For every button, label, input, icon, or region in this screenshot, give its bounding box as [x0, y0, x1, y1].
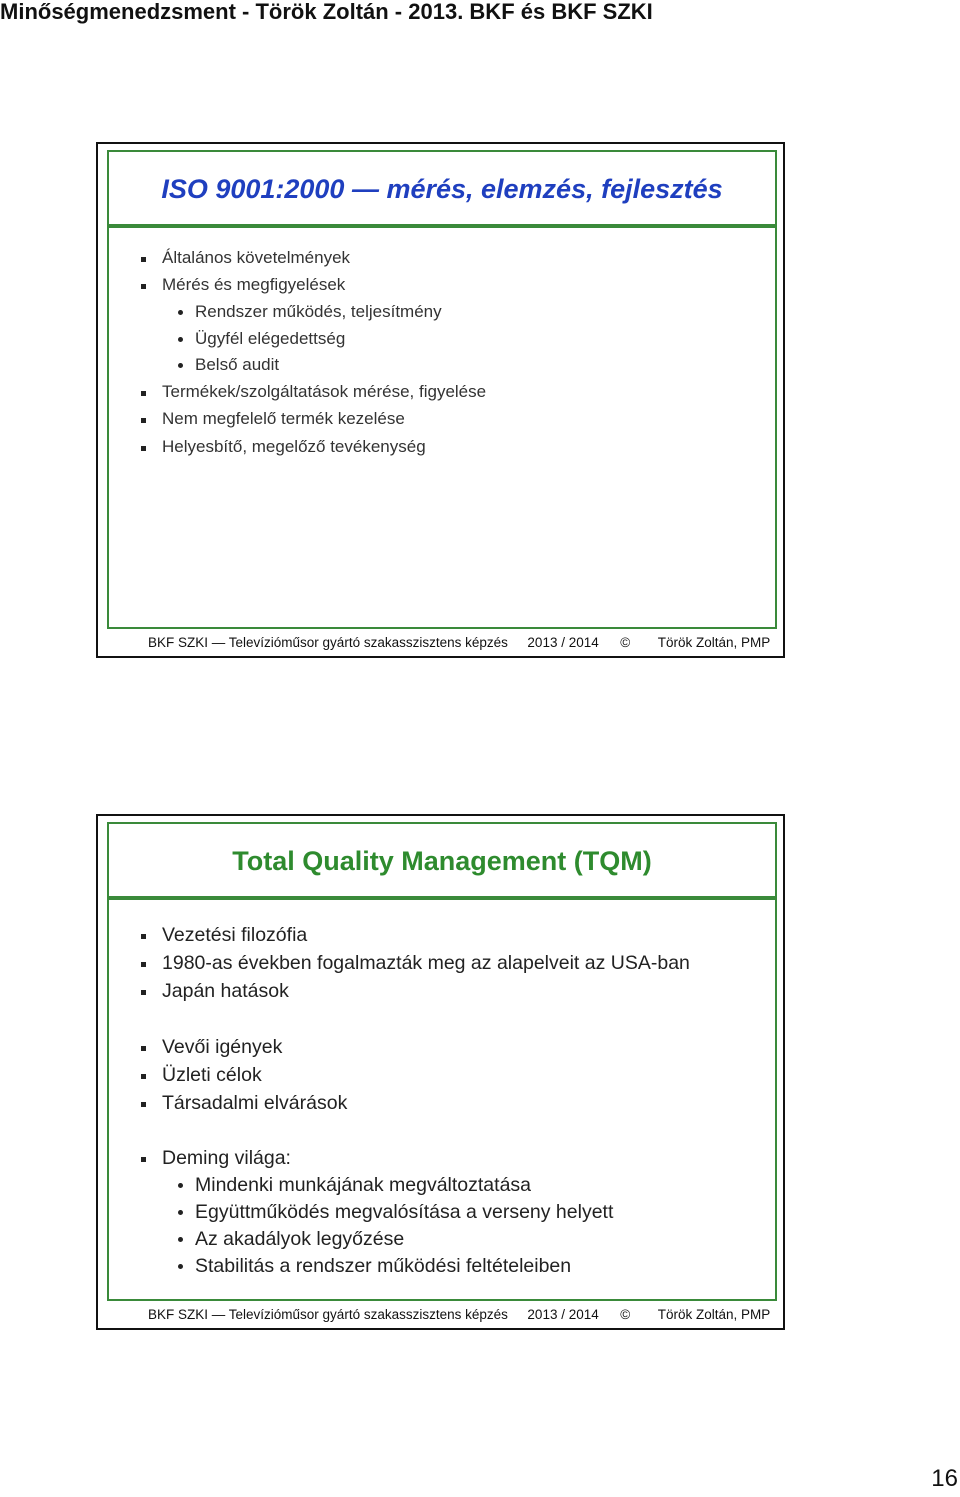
list-item: Vezetési filozófia: [141, 924, 690, 952]
dot-bullet-icon: [178, 1264, 183, 1269]
square-bullet-icon: [141, 418, 146, 423]
slide-frame: [107, 822, 777, 1301]
dot-bullet-icon: [178, 310, 183, 315]
list-item: Termékek/szolgáltatások mérése, figyelése: [141, 382, 486, 409]
dot-bullet-icon: [178, 1210, 183, 1215]
bullet-list: [141, 924, 690, 1282]
slide-title: Total Quality Management (TQM): [232, 846, 652, 876]
square-bullet-icon: [141, 962, 146, 967]
page-number: 16: [931, 1465, 958, 1492]
list-item: Üzleti célok: [141, 1064, 690, 1092]
title-divider: [109, 224, 775, 228]
list-item: Mindenki munkájának megváltoztatása: [141, 1174, 690, 1201]
footer-author: Török Zoltán, PMP: [657, 1307, 771, 1322]
square-bullet-icon: [141, 391, 146, 396]
list-item: Vevői igények: [141, 1036, 690, 1064]
list-item: Nem megfelelő termék kezelése: [141, 409, 486, 437]
list-item: Az akadályok legyőzése: [141, 1228, 690, 1255]
slide-title: ISO 9001:2000 — mérés, elemzés, fejlesztés: [161, 174, 723, 204]
slide-tqm: [96, 814, 785, 1330]
list-item: 1980-as években fogalmazták meg az alapelveit az USA-ban: [141, 952, 690, 980]
list-item: Együttműködés megvalósítása a verseny helyett: [141, 1201, 690, 1228]
slide-iso-9001: [96, 142, 785, 658]
list-item: Belső audit: [141, 355, 486, 382]
square-bullet-icon: [141, 284, 146, 289]
square-bullet-icon: [141, 1157, 146, 1162]
list-item: Mérés és megfigyelések: [141, 275, 486, 302]
dot-bullet-icon: [178, 363, 183, 368]
dot-bullet-icon: [178, 1237, 183, 1242]
list-item: Deming világa:: [141, 1147, 690, 1174]
dot-bullet-icon: [178, 1183, 183, 1188]
footer-year: 2013 / 2014: [527, 635, 599, 650]
list-item: Japán hatások: [141, 980, 690, 1036]
footer-year: 2013 / 2014: [527, 1307, 599, 1322]
copyright-icon: ©: [620, 1307, 631, 1322]
list-item: Helyesbítő, megelőző tevékenység: [141, 437, 486, 464]
square-bullet-icon: [141, 257, 146, 262]
slide-frame: [107, 150, 777, 629]
list-item: Ügyfél elégedettség: [141, 329, 486, 355]
slide-footer: [148, 635, 770, 650]
list-item: Rendszer működés, teljesítmény: [141, 302, 486, 329]
footer-author: Török Zoltán, PMP: [657, 635, 771, 650]
page-header: Minőségmenedzsment - Török Zoltán - 2013. BKF és BKF SZKI: [0, 0, 653, 24]
square-bullet-icon: [141, 990, 146, 995]
copyright-icon: ©: [620, 635, 631, 650]
title-divider: [109, 896, 775, 900]
square-bullet-icon: [141, 1102, 146, 1107]
square-bullet-icon: [141, 1046, 146, 1051]
footer-org: BKF SZKI — Televízióműsor gyártó szakasszisztens képzés: [148, 1307, 508, 1322]
footer-org: BKF SZKI — Televízióműsor gyártó szakasszisztens képzés: [148, 635, 508, 650]
square-bullet-icon: [141, 446, 146, 451]
dot-bullet-icon: [178, 337, 183, 342]
list-item: Társadalmi elvárások: [141, 1092, 690, 1147]
list-item: Stabilitás a rendszer működési feltételeiben: [141, 1255, 690, 1282]
list-item: Általános követelmények: [141, 248, 486, 275]
square-bullet-icon: [141, 934, 146, 939]
square-bullet-icon: [141, 1074, 146, 1079]
bullet-list: [141, 248, 486, 464]
slide-footer: [148, 1307, 770, 1322]
